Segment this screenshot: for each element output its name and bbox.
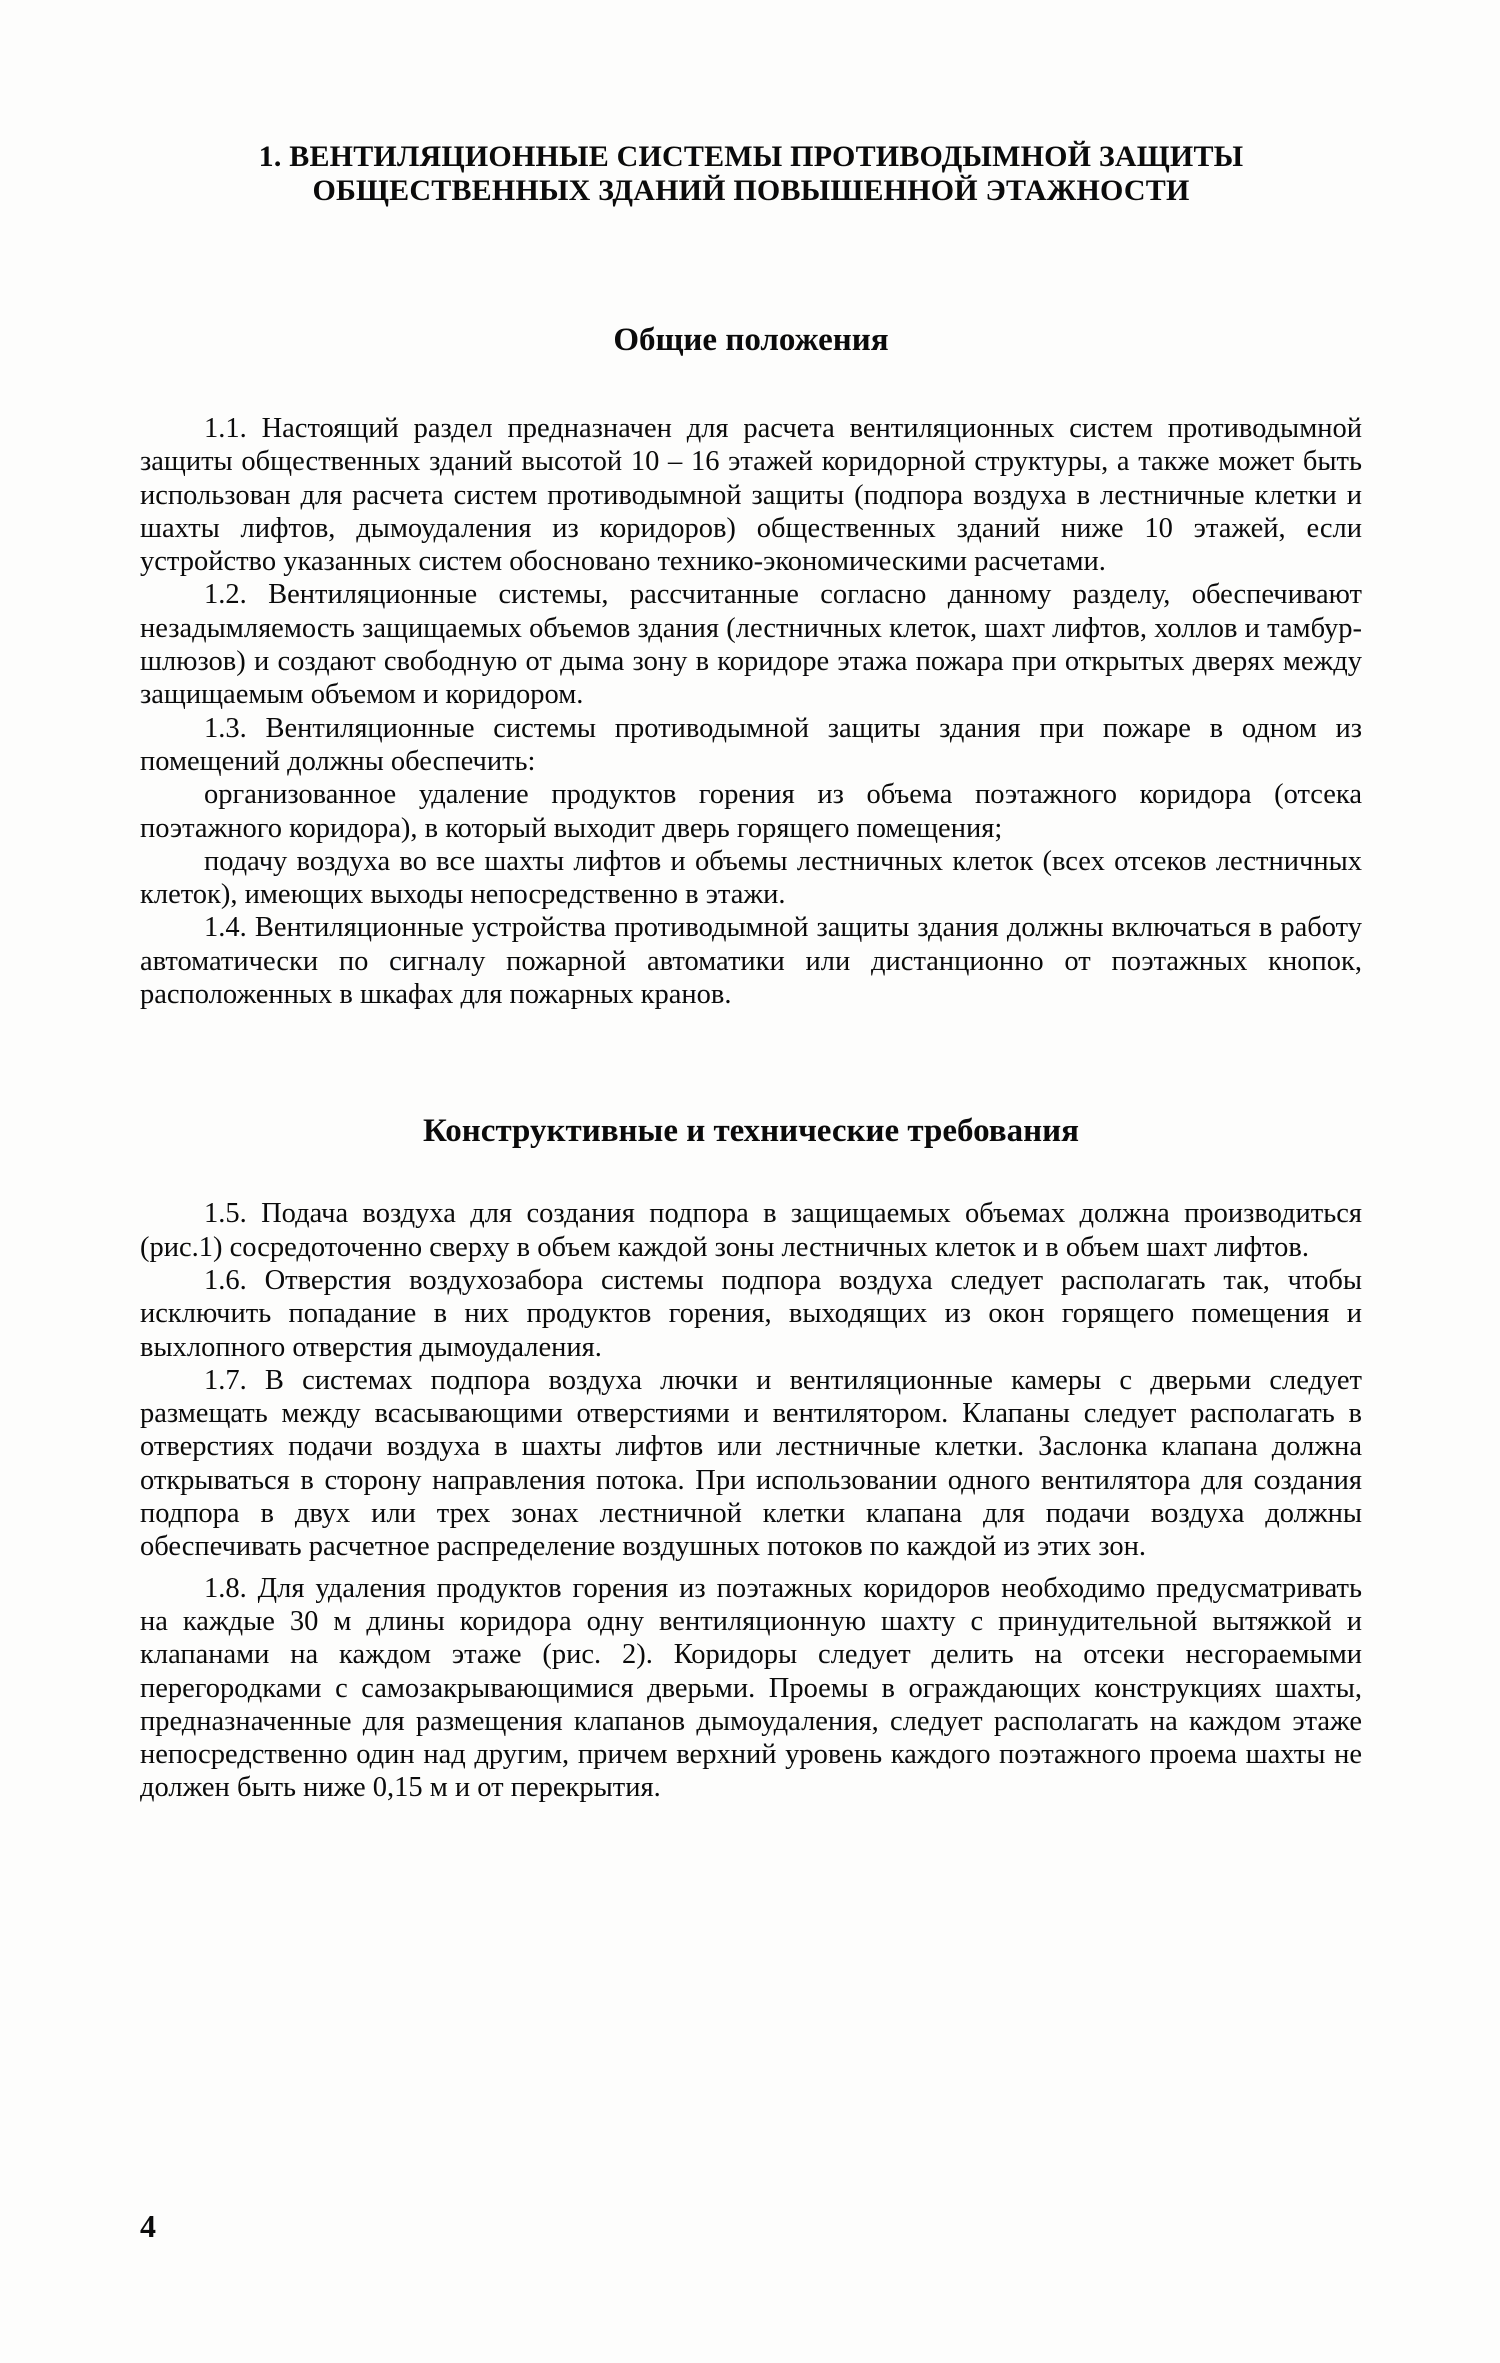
paragraph-1-6: 1.6. Отверстия воздухозабора системы подпора воздуха следует располагать так, чтобы исключить попадание в них продуктов горения, выходящих из окон горящего помещения и выхлопного отверстия дымоудаления. [140, 1264, 1362, 1363]
paragraph-1-3: 1.3. Вентиляционные системы противодымной защиты здания при пожаре в одном из помещений должны обеспечить: [140, 712, 1362, 777]
paragraph-1-8: 1.8. Для удаления продуктов горения из поэтажных коридоров необходимо предусматривать на каждые 30 м длины коридора одну вентиляционную шахту с принудительной вытяжкой и клапанами на каждом этаже (рис. 2). Коридоры следует делить на отсеки несгораемыми перегородками с самозакрывающимися дверьми. Проемы в ограждающих конструкциях шахты, предназначенные для размещения клапанов дымоудаления, следует располагать на каждом этаже непосредственно один над другим, причем верхний уровень каждого поэтажного проема шахты не должен быть ниже 0,15 м и от перекрытия. [140, 1572, 1362, 1804]
chapter-title [140, 140, 1362, 208]
paragraph-1-2: 1.2. Вентиляционные системы, рассчитанные согласно данному разделу, обеспечивают незадымляемость защищаемых объемов здания (лестничных клеток, шахт лифтов, холлов и тамбур-шлюзов) и создают свободную от дыма зону в коридоре этажа пожара при открытых дверях между защищаемым объемом и коридором. [140, 579, 1362, 711]
page-content [140, 140, 1362, 1805]
paragraph-1-1: 1.1. Настоящий раздел предназначен для расчета вентиляционных систем противодымной защиты общественных зданий высотой 10 – 16 этажей коридорной структуры, а также может быть использован для расчета систем противодымной защиты (подпора воздуха в лестничные клетки и шахты лифтов, дымоудаления из коридоров) общественных зданий ниже 10 этажей, если устройство указанных систем обосновано технико-экономическими расчетами. [140, 413, 1362, 578]
section-heading-technical: Конструктивные и технические требования [423, 1113, 1079, 1150]
chapter-title-line-2: ОБЩЕСТВЕННЫХ ЗДАНИЙ ПОВЫШЕННОЙ ЭТАЖНОСТИ [312, 174, 1190, 207]
section-general-body [140, 412, 1362, 1011]
section-heading-general: Общие положения [613, 322, 889, 358]
paragraph-1-4: 1.4. Вентиляционные устройства противодымной защиты здания должны включаться в работу автоматически по сигналу пожарной автоматики или дистанционно от поэтажных кнопок, расположенных в шкафах для пожарных кранов. [140, 912, 1362, 1011]
paragraph-1-5: 1.5. Подача воздуха для создания подпора в защищаемых объемах должна производиться (рис.1) сосредоточенно сверху в объем каждой зоны лестничных клеток и в объем шахт лифтов. [140, 1198, 1362, 1263]
section-technical-body [140, 1197, 1362, 1804]
page-number: 4 [140, 2208, 156, 2244]
paragraph-1-7: 1.7. В системах подпора воздуха лючки и вентиляционные камеры с дверьми следует размещать между всасывающими отверстиями и вентилятором. Клапаны следует располагать в отверстиях подачи воздуха в шахты лифтов или лестничные клетки. Заслонка клапана должна открываться в сторону направления потока. При использовании одного вентилятора для создания подпора в двух или трех зонах лестничной клетки клапана для подачи воздуха должны обеспечивать расчетное распределение воздушных потоков по каждой из этих зон. [140, 1364, 1362, 1563]
paragraph-1-3-item-2: подачу воздуха во все шахты лифтов и объемы лестничных клеток (всех отсеков лестничных клеток), имеющих выходы непосредственно в этажи. [140, 845, 1362, 911]
paragraph-1-3-item-1: организованное удаление продуктов горения из объема поэтажного коридора (отсека поэтажного коридора), в который выходит дверь горящего помещения; [140, 779, 1362, 844]
chapter-title-line-1: 1. ВЕНТИЛЯЦИОННЫЕ СИСТЕМЫ ПРОТИВОДЫМНОЙ ЗАЩИТЫ [258, 140, 1244, 173]
